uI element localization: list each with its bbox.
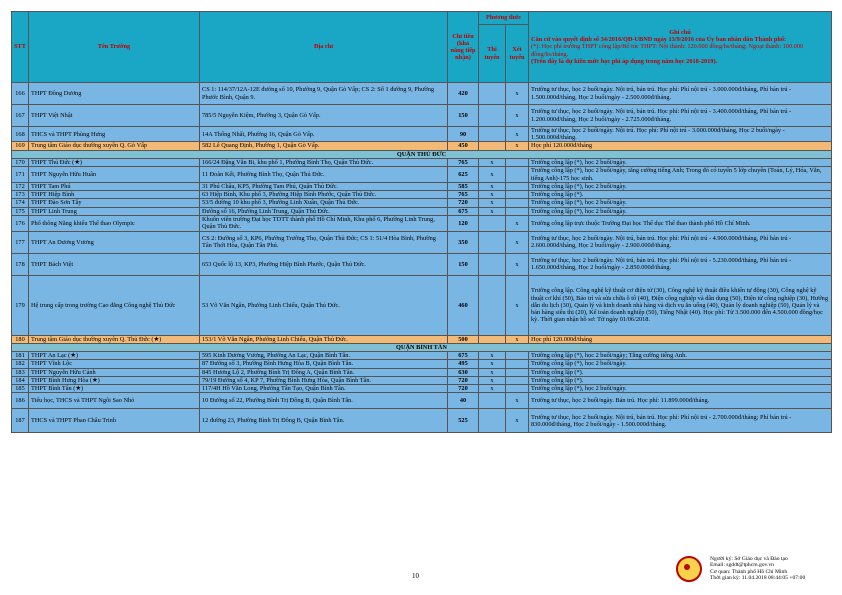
- cell-school-name: THCS và THPT Phan Châu Trinh: [29, 409, 200, 433]
- cell-school-name: THPT Linh Trung: [29, 207, 200, 215]
- cell-exam: [479, 127, 506, 142]
- cell-stt: 186: [12, 393, 29, 409]
- cell-exam: x: [479, 158, 506, 166]
- cell-quota: 450: [448, 142, 479, 150]
- table-row: [12, 127, 832, 142]
- cell-exam: x: [479, 191, 506, 199]
- cell-review: [506, 167, 529, 183]
- signer-line-4: Thời gian ký: 11.04.2018 08:44:05 +07:00: [710, 575, 806, 582]
- cell-exam: [479, 409, 506, 433]
- table-row: [12, 393, 832, 409]
- cell-exam: x: [479, 167, 506, 183]
- cell-quota: 525: [448, 409, 479, 433]
- table-row: [12, 167, 832, 183]
- cell-stt: 178: [12, 253, 29, 275]
- cell-quota: 90: [448, 127, 479, 142]
- cell-quota: 460: [448, 275, 479, 335]
- cell-note: Trường công lập (*).: [529, 368, 832, 376]
- cell-stt: 167: [12, 105, 29, 127]
- cell-review: [506, 183, 529, 191]
- cell-review: [506, 376, 529, 384]
- cell-quota: 585: [448, 183, 479, 191]
- cell-quota: 150: [448, 253, 479, 275]
- cell-school-name: Tiểu học, THCS và THPT Ngôi Sao Nhỏ: [29, 393, 200, 409]
- cell-school-name: Phổ thông Năng khiếu Thể thao Olympic: [29, 215, 200, 231]
- cell-exam: [479, 215, 506, 231]
- table-row: [12, 158, 832, 166]
- table-row: [12, 409, 832, 433]
- cell-address: 11 Đoàn Kết, Phường Bình Thọ, Quận Thủ Đức.: [200, 167, 448, 183]
- signer-line-2: Email: sgddt@tphcm.gov.vn: [710, 562, 774, 569]
- cell-review: x: [506, 215, 529, 231]
- cell-stt: 174: [12, 199, 29, 207]
- cell-address: Khuôn viên trường Đại học TDTT thành phố Hồ Chí Minh, Khu phố 6, Phường Linh Trung, Quận Thủ Đức.: [200, 215, 448, 231]
- cell-review: [506, 199, 529, 207]
- cell-exam: x: [479, 199, 506, 207]
- table-row: [12, 360, 832, 368]
- cell-stt: 170: [12, 158, 29, 166]
- table-row: [12, 142, 832, 150]
- cell-school-name: THPT Bình Tân (★): [29, 385, 200, 393]
- cell-review: [506, 368, 529, 376]
- cell-review: [506, 360, 529, 368]
- cell-review: x: [506, 142, 529, 150]
- table-row: [12, 231, 832, 253]
- cell-review: [506, 158, 529, 166]
- section-row: [12, 150, 832, 158]
- table-row: [12, 83, 832, 105]
- table-row: [12, 215, 832, 231]
- school-table: [11, 11, 832, 433]
- cell-stt: 183: [12, 368, 29, 376]
- cell-address: 53/5 đường 10 khu phố 3, Phường Linh Xuân, Quận Thủ Đức.: [200, 199, 448, 207]
- cell-quota: 720: [448, 199, 479, 207]
- cell-stt: 166: [12, 83, 29, 105]
- cell-quota: 500: [448, 335, 479, 343]
- cell-note: Trường công lập (*).: [529, 191, 832, 199]
- table-row: [12, 253, 832, 275]
- cell-school-name: THPT Hiệp Bình: [29, 191, 200, 199]
- cell-note: Trường công lập (*).: [529, 376, 832, 384]
- cell-quota: 495: [448, 360, 479, 368]
- cell-note: Trường tư thục, học 2 buổi/ngày. Nội trú, bán trú. Học phí: Phí nội trú - 2.700.000đ/tháng; Phí bán trú - 830.000đ/tháng, Học 2 buổi/ngày - 1.500.000đ/tháng.: [529, 409, 832, 433]
- cell-review: x: [506, 335, 529, 343]
- cell-note: Trường công lập (*), học 2 buổi/ngày.: [529, 207, 832, 215]
- cell-stt: 180: [12, 335, 29, 343]
- table-row: [12, 275, 832, 335]
- cell-address: 653 Quốc lộ 13, KP3, Phường Hiệp Bình Phước, Quận Thủ Đức.: [200, 253, 448, 275]
- cell-stt: 175: [12, 207, 29, 215]
- page-number: 10: [412, 572, 419, 580]
- cell-review: x: [506, 409, 529, 433]
- cell-school-name: Trung tâm Giáo dục thường xuyên Q. Gò Vấp: [29, 142, 200, 150]
- cell-address: 14A Thống Nhất, Phường 16, Quận Gò Vấp.: [200, 127, 448, 142]
- cell-note: Trường công lập (*), học 2 buổi/ngày.: [529, 183, 832, 191]
- cell-school-name: Hệ trung cấp trong trường Cao đẳng Công nghệ Thủ Đức: [29, 275, 200, 335]
- cell-school-name: THPT Đông Dương: [29, 83, 200, 105]
- cell-address: 12 đường 23, Phường Bình Trị Đông B, Quận Bình Tân.: [200, 409, 448, 433]
- cell-review: x: [506, 105, 529, 127]
- cell-stt: 185: [12, 385, 29, 393]
- cell-address: 53 Võ Văn Ngân, Phường Linh Chiểu, Quận Thủ Đức.: [200, 275, 448, 335]
- cell-note: Học phí 120.000đ/tháng: [529, 142, 832, 150]
- header-school: Tên Trường: [29, 12, 200, 83]
- header-note: [529, 12, 832, 83]
- cell-quota: 420: [448, 83, 479, 105]
- cell-stt: 187: [12, 409, 29, 433]
- table-row: [12, 105, 832, 127]
- cell-stt: 182: [12, 360, 29, 368]
- cell-school-name: Trung tâm Giáo dục thường xuyên Q. Thủ Đức (★): [29, 335, 200, 343]
- table-row: [12, 191, 832, 199]
- cell-school-name: THPT Vĩnh Lộc: [29, 360, 200, 368]
- table-row: [12, 385, 832, 393]
- cell-quota: 150: [448, 105, 479, 127]
- cell-exam: x: [479, 368, 506, 376]
- cell-exam: x: [479, 207, 506, 215]
- cell-school-name: THPT Nguyễn Hữu Cảnh: [29, 368, 200, 376]
- note-line-3: (Trên đây là dự kiến mức học phí áp dụng trong năm học 2018-2019).: [531, 57, 718, 65]
- cell-exam: [479, 253, 506, 275]
- cell-school-name: THPT Đào Sơn Tây: [29, 199, 200, 207]
- cell-exam: [479, 83, 506, 105]
- cell-school-name: THPT Việt Nhật: [29, 105, 200, 127]
- cell-address: 595 Kinh Dương Vương, Phường An Lạc, Quận Bình Tân.: [200, 352, 448, 360]
- cell-note: Trường tư thục, học 2 buổi/ngày. Nội trú, bán trú. Học phí: Phí nội trú - 3.400.000đ/tháng, Phí bán trú - 1.200.000đ/tháng, Học 2 buổi/ngày - 2.725.000đ/tháng.: [529, 105, 832, 127]
- cell-exam: x: [479, 183, 506, 191]
- signer-line-3: Cơ quan: Thành phố Hồ Chí Minh: [710, 568, 788, 575]
- cell-address: 87 Đường số 3, Phường Bình Hưng Hòa B, Quận Bình Tân.: [200, 360, 448, 368]
- cell-address: 845 Hương Lộ 2, Phường Bình Trị Đông A, Quận Bình Tân.: [200, 368, 448, 376]
- cell-note: Trường tư thục, học 2 buổi/ngày. Nội trú, bán trú. Học phí: Phí nội trú - 4.900.000đ/tháng, Phí bán trú - 2.600.000đ/tháng, Học 2 buổi/ngày - 2.900.000đ/tháng.: [529, 231, 832, 253]
- cell-exam: x: [479, 385, 506, 393]
- cell-exam: [479, 105, 506, 127]
- cell-address: 582 Lê Quang Định, Phường 1, Quận Gò Vấp.: [200, 142, 448, 150]
- table-row: [12, 183, 832, 191]
- document-sheet: [11, 11, 831, 433]
- cell-note: Trường tư thục, học 2 buổi/ngày. Bán trú. Học phí: 11.899.000đ/tháng.: [529, 393, 832, 409]
- cell-review: x: [506, 83, 529, 105]
- cell-stt: 168: [12, 127, 29, 142]
- cell-address: 117/4H Hồ Văn Long, Phường Tân Tạo, Quận Bình Tân.: [200, 385, 448, 393]
- cell-stt: 171: [12, 167, 29, 183]
- header-review: Xét tuyển: [506, 25, 529, 83]
- cell-school-name: THPT An Lạc (★): [29, 352, 200, 360]
- cell-address: 153/1 Võ Văn Ngân, Phường Linh Chiểu, Quận Thủ Đức.: [200, 335, 448, 343]
- cell-note: Trường công lập trực thuộc Trường Đại học Thể dục Thể thao thành phố Hồ Chí Minh.: [529, 215, 832, 231]
- table-row: [12, 368, 832, 376]
- cell-note: Trường công lập (*), học 2 buổi/ngày.: [529, 199, 832, 207]
- cell-quota: 120: [448, 215, 479, 231]
- cell-quota: 350: [448, 231, 479, 253]
- header-exam: Thi tuyển: [479, 25, 506, 83]
- cell-quota: 720: [448, 385, 479, 393]
- cell-exam: [479, 231, 506, 253]
- cell-exam: x: [479, 352, 506, 360]
- cell-address: CS 1: 114/37/12A-12E đường số 10, Phường 9, Quận Gò Vấp; CS 2: Số 1 đường 9, Phường Phước Bình, Quận 9.: [200, 83, 448, 105]
- cell-address: 10 Đường số 22, Phường Bình Trị Đông B, Quận Bình Tân.: [200, 393, 448, 409]
- section-row: [12, 344, 832, 352]
- cell-review: [506, 207, 529, 215]
- table-row: [12, 376, 832, 384]
- cell-address: CS 2: Đường số 3, KP6, Phường Trường Thọ, Quận Thủ Đức; CS 1: 51/4 Hòa Bình, Phường Tân Thới Hòa, Quận Tân Phú.: [200, 231, 448, 253]
- cell-note: Trường công lập (*), học 2 buổi/ngày; Tăng cường tiếng Anh.: [529, 352, 832, 360]
- cell-note: Trường công lập (*), học 2 buổi/ngày.: [529, 360, 832, 368]
- table-body: [12, 83, 832, 433]
- table-row: [12, 199, 832, 207]
- table-row: [12, 335, 832, 343]
- cell-stt: 173: [12, 191, 29, 199]
- cell-note: Trường công lập (*), học 2 buổi/ngày.: [529, 158, 832, 166]
- cell-stt: 179: [12, 275, 29, 335]
- header-method: Phương thức: [479, 12, 529, 25]
- cell-stt: 184: [12, 376, 29, 384]
- cell-exam: x: [479, 376, 506, 384]
- cell-review: x: [506, 253, 529, 275]
- note-line-2: (*): Học phí trường THPT công lập/Bổ túc THPT: Nội thành: 120.000 đồng/hs/tháng; Ngoại thành: 100.000 đồng/hs/tháng.: [531, 43, 804, 58]
- table-row: [12, 352, 832, 360]
- cell-review: x: [506, 393, 529, 409]
- header-quota: Chỉ tiêu (khả năng tiếp nhận): [448, 12, 479, 83]
- cell-note: Trường tư thục, học 2 buổi/ngày. Nội trú, bán trú. Học phí: Phí nội trú - 3.000.000đ/tháng, Phí bán trú - 1.500.000đ/tháng, Học 2 buổi/ngày - 2.500.000đ/tháng.: [529, 83, 832, 105]
- cell-quota: 675: [448, 352, 479, 360]
- cell-quota: 630: [448, 368, 479, 376]
- cell-quota: 765: [448, 191, 479, 199]
- cell-review: x: [506, 275, 529, 335]
- cell-review: x: [506, 127, 529, 142]
- cell-quota: 675: [448, 207, 479, 215]
- signer-line-1: Người ký: Sở Giáo dục và Đào tạo: [710, 556, 788, 562]
- cell-stt: 177: [12, 231, 29, 253]
- cell-quota: 765: [448, 158, 479, 166]
- cell-school-name: THPT An Dương Vương: [29, 231, 200, 253]
- cell-exam: [479, 335, 506, 343]
- cell-review: [506, 191, 529, 199]
- cell-stt: 172: [12, 183, 29, 191]
- cell-exam: [479, 275, 506, 335]
- cell-quota: 625: [448, 167, 479, 183]
- header-address: Địa chỉ: [200, 12, 448, 83]
- cell-address: 785/5 Nguyễn Kiệm, Phường 3, Quận Gò Vấp.: [200, 105, 448, 127]
- cell-address: 31 Phú Châu, KP5, Phường Tam Phú, Quận Thủ Đức.: [200, 183, 448, 191]
- section-title: QUẬN THỦ ĐỨC: [12, 150, 832, 158]
- cell-school-name: THPT Bình Hưng Hòa (★): [29, 376, 200, 384]
- cell-note: Trường công lập. Công nghệ kỹ thuật cơ điện tử (30), Công nghệ kỹ thuật điều khiển tự động (30), Công nghệ kỹ thuật cơ khí (50), Bảo trì và sửa chữa ô tô (40), Điện công nghiệp và dân dụng (50), Điện tử công nghiệp (30), Hướng dẫn du lịch (30), Quản lý và kinh doanh nhà hàng và dịch vụ ăn uống (40), Quản lý doanh nghiệp (50), Quản lý và bán hàng siêu thị (20), Kế toán doanh nghiệp (50), Tiếng Nhật (40). Học phí: Từ 3.500.000 đến 4.500.000 đồng/học kỳ. Thời gian nhận hồ sơ: Từ ngày 01/06/2018.: [529, 275, 832, 335]
- note-line-1: Căn cứ vào quyết định số 34/2016/QĐ-UBND ngày 13/9/2016 của Ủy ban nhân dân Thành phố:: [531, 36, 787, 44]
- cell-quota: 40: [448, 393, 479, 409]
- signature-text: [710, 556, 805, 582]
- table-row: [12, 207, 832, 215]
- cell-school-name: THPT Tam Phú: [29, 183, 200, 191]
- cell-school-name: THCS và THPT Phùng Hưng: [29, 127, 200, 142]
- cell-exam: x: [479, 360, 506, 368]
- header-stt: STT: [12, 12, 29, 83]
- cell-exam: [479, 393, 506, 409]
- cell-review: [506, 352, 529, 360]
- cell-quota: 720: [448, 376, 479, 384]
- cell-note: Trường tư thục, học 2 buổi/ngày. Nội trú. Học phí: Phí nội trú - 3.000.000đ/tháng, Học 2 buổi/ngày - 1.500.000đ/tháng.: [529, 127, 832, 142]
- cell-address: 63 Hiệp Bình, Khu phố 3, Phường Hiệp Bình Phước, Quận Thủ Đức.: [200, 191, 448, 199]
- cell-note: Trường công lập (*), học 2 buổi/ngày.: [529, 385, 832, 393]
- cell-exam: [479, 142, 506, 150]
- cell-stt: 169: [12, 142, 29, 150]
- note-title: Ghi chú: [669, 28, 691, 36]
- cell-note: Trường công lập (*), học 2 buổi/ngày, tăng cường tiếng Anh; Trong đó có tuyển 5 lớp chuyên (Toán, Lý, Hóa, Văn, tiếng Anh)-175 học sinh.: [529, 167, 832, 183]
- cell-school-name: THPT Nguyễn Hữu Huân: [29, 167, 200, 183]
- seal-icon: [676, 556, 702, 582]
- cell-address: 79/19 Đường số 4, KP 7, Phường Bình Hưng Hòa, Quận Bình Tân.: [200, 376, 448, 384]
- section-title: QUẬN BÌNH TÂN: [12, 344, 832, 352]
- cell-note: Học phí 120.000đ/tháng: [529, 335, 832, 343]
- cell-note: Trường tư thục, học 2 buổi/ngày. Nội trú, bán trú. Học phí: Phí nội trú - 5.230.000đ/tháng, Phí bán trú - 1.650.000đ/tháng, Học 2 buổi/ngày - 2.850.000đ/tháng.: [529, 253, 832, 275]
- cell-review: x: [506, 231, 529, 253]
- cell-stt: 181: [12, 352, 29, 360]
- cell-school-name: THPT Thủ Đức (★): [29, 158, 200, 166]
- cell-review: [506, 385, 529, 393]
- cell-stt: 176: [12, 215, 29, 231]
- cell-address: Đường số 16, Phường Linh Trung, Quận Thủ Đức.: [200, 207, 448, 215]
- cell-address: 166/24 Đặng Văn Bi, khu phố 1, Phường Bình Thọ, Quận Thủ Đức.: [200, 158, 448, 166]
- cell-school-name: THPT Bách Việt: [29, 253, 200, 275]
